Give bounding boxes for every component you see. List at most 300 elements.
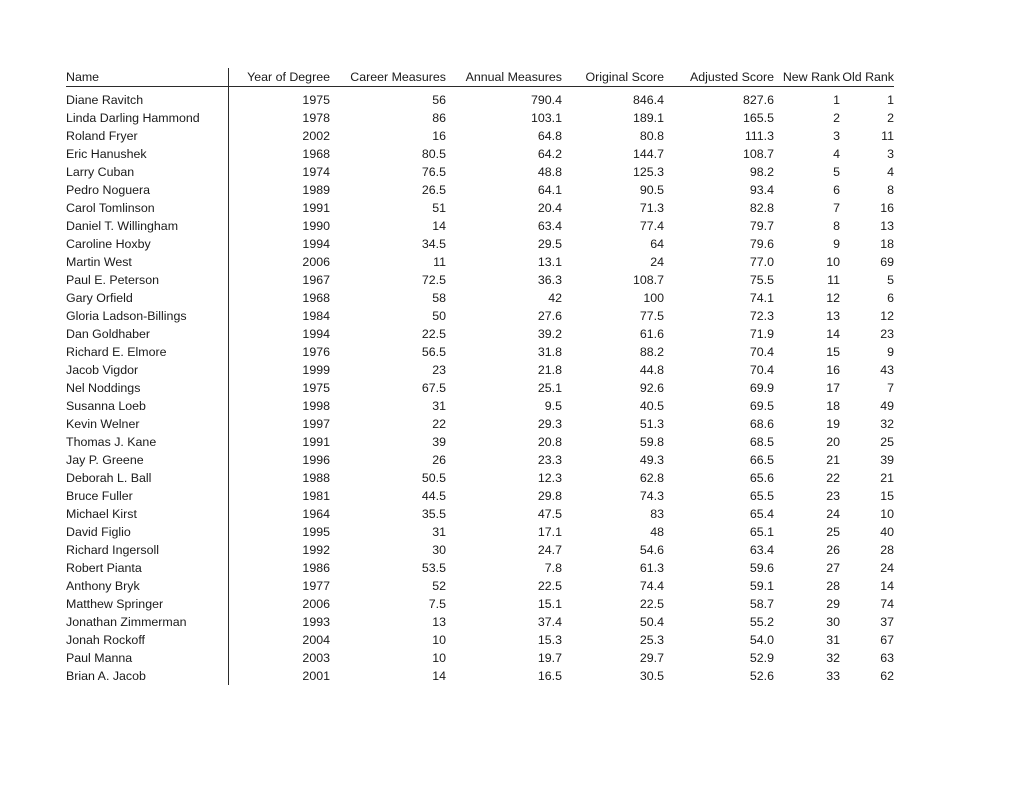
- cell-annual-measures: 37.4: [537, 615, 562, 629]
- cell-name: Paul E. Peterson: [66, 271, 228, 289]
- cell-annual-measures: 25.1: [537, 381, 562, 395]
- cell-adjusted-score: 74.1: [749, 291, 774, 305]
- cell-career-measures: 76.5: [421, 165, 446, 179]
- cell-old-rank: 21: [880, 471, 894, 485]
- cell-annual-measures: 42: [548, 291, 562, 305]
- cell-adjusted-score: 65.6: [749, 471, 774, 485]
- cell-adjusted-score: 79.7: [749, 219, 774, 233]
- cell-name: Susanna Loeb: [66, 397, 228, 415]
- cell-name: Bruce Fuller: [66, 487, 228, 505]
- cell-original-score: 51.3: [639, 417, 664, 431]
- cell-old-rank: 9: [887, 345, 894, 359]
- cell-annual-measures: 7.8: [544, 561, 562, 575]
- cell-old-rank: 24: [880, 561, 894, 575]
- cell-year-of-degree: 1994: [302, 237, 330, 251]
- cell-original-score: 64: [650, 237, 664, 251]
- cell-new-rank: 31: [826, 633, 840, 647]
- table-row: [66, 595, 894, 613]
- cell-annual-measures: 64.8: [537, 129, 562, 143]
- cell-annual-measures: 31.8: [537, 345, 562, 359]
- cell-adjusted-score: 70.4: [749, 345, 774, 359]
- column-header-old-rank: Old Rank: [840, 68, 894, 87]
- cell-annual-measures: 23.3: [537, 453, 562, 467]
- cell-old-rank: 23: [880, 327, 894, 341]
- cell-original-score: 25.3: [639, 633, 664, 647]
- cell-career-measures: 50.5: [421, 471, 446, 485]
- table-container: [66, 68, 894, 685]
- cell-annual-measures: 48.8: [537, 165, 562, 179]
- cell-year-of-degree: 1981: [302, 489, 330, 503]
- cell-old-rank: 25: [880, 435, 894, 449]
- cell-original-score: 61.6: [639, 327, 664, 341]
- cell-annual-measures: 47.5: [537, 507, 562, 521]
- cell-name: Eric Hanushek: [66, 145, 228, 163]
- cell-annual-measures: 21.8: [537, 363, 562, 377]
- cell-career-measures: 14: [432, 669, 446, 683]
- cell-annual-measures: 20.4: [537, 201, 562, 215]
- cell-name: Jacob Vigdor: [66, 361, 228, 379]
- cell-old-rank: 1: [887, 93, 894, 107]
- cell-old-rank: 28: [880, 543, 894, 557]
- cell-annual-measures: 29.5: [537, 237, 562, 251]
- cell-original-score: 50.4: [639, 615, 664, 629]
- column-header-original-score: Original Score: [562, 68, 664, 87]
- cell-original-score: 48: [650, 525, 664, 539]
- cell-annual-measures: 63.4: [537, 219, 562, 233]
- table-row: [66, 145, 894, 163]
- cell-name: Jonah Rockoff: [66, 631, 228, 649]
- cell-old-rank: 12: [880, 309, 894, 323]
- cell-original-score: 74.4: [639, 579, 664, 593]
- table-row: [66, 577, 894, 595]
- cell-annual-measures: 64.1: [537, 183, 562, 197]
- cell-original-score: 189.1: [632, 111, 664, 125]
- cell-original-score: 71.3: [639, 201, 664, 215]
- cell-new-rank: 5: [833, 165, 840, 179]
- cell-old-rank: 40: [880, 525, 894, 539]
- cell-annual-measures: 24.7: [537, 543, 562, 557]
- cell-original-score: 62.8: [639, 471, 664, 485]
- cell-career-measures: 10: [432, 651, 446, 665]
- cell-year-of-degree: 1999: [302, 363, 330, 377]
- cell-name: Gary Orfield: [66, 289, 228, 307]
- cell-career-measures: 10: [432, 633, 446, 647]
- cell-new-rank: 10: [826, 255, 840, 269]
- cell-new-rank: 20: [826, 435, 840, 449]
- cell-name: Anthony Bryk: [66, 577, 228, 595]
- table-row: [66, 649, 894, 667]
- cell-new-rank: 9: [833, 237, 840, 251]
- column-header-career-measures: Career Measures: [330, 68, 446, 87]
- cell-original-score: 40.5: [639, 399, 664, 413]
- cell-adjusted-score: 58.7: [749, 597, 774, 611]
- cell-new-rank: 6: [833, 183, 840, 197]
- cell-original-score: 88.2: [639, 345, 664, 359]
- table-row: [66, 235, 894, 253]
- cell-name: Deborah L. Ball: [66, 469, 228, 487]
- cell-adjusted-score: 69.5: [749, 399, 774, 413]
- cell-old-rank: 49: [880, 399, 894, 413]
- cell-adjusted-score: 65.5: [749, 489, 774, 503]
- table-row: [66, 325, 894, 343]
- cell-year-of-degree: 1968: [302, 291, 330, 305]
- table-row: [66, 613, 894, 631]
- cell-new-rank: 19: [826, 417, 840, 431]
- cell-year-of-degree: 1975: [302, 381, 330, 395]
- cell-original-score: 100: [643, 291, 664, 305]
- table-row: [66, 487, 894, 505]
- cell-career-measures: 35.5: [421, 507, 446, 521]
- cell-career-measures: 30: [432, 543, 446, 557]
- cell-old-rank: 11: [881, 129, 894, 143]
- cell-new-rank: 8: [833, 219, 840, 233]
- table-row: [66, 379, 894, 397]
- cell-annual-measures: 13.1: [537, 255, 562, 269]
- column-header-adjusted-score: Adjusted Score: [664, 68, 774, 87]
- cell-annual-measures: 12.3: [537, 471, 562, 485]
- cell-adjusted-score: 827.6: [742, 93, 774, 107]
- cell-year-of-degree: 2003: [302, 651, 330, 665]
- cell-year-of-degree: 1967: [302, 273, 330, 287]
- cell-career-measures: 31: [432, 525, 446, 539]
- cell-new-rank: 7: [833, 201, 840, 215]
- table-row: [66, 469, 894, 487]
- cell-adjusted-score: 93.4: [749, 183, 774, 197]
- cell-adjusted-score: 111.3: [744, 129, 774, 143]
- header-row: [66, 68, 894, 87]
- cell-adjusted-score: 79.6: [749, 237, 774, 251]
- cell-original-score: 77.5: [639, 309, 664, 323]
- table-row: [66, 289, 894, 307]
- table-row: [66, 559, 894, 577]
- cell-new-rank: 27: [826, 561, 840, 575]
- table-row: [66, 181, 894, 199]
- table-row: [66, 451, 894, 469]
- cell-year-of-degree: 1996: [302, 453, 330, 467]
- cell-career-measures: 39: [432, 435, 446, 449]
- cell-old-rank: 8: [887, 183, 894, 197]
- table-body: [66, 87, 894, 686]
- cell-adjusted-score: 52.6: [749, 669, 774, 683]
- cell-original-score: 83: [650, 507, 664, 521]
- cell-old-rank: 15: [880, 489, 894, 503]
- cell-annual-measures: 790.4: [530, 93, 562, 107]
- table-row: [66, 433, 894, 451]
- cell-career-measures: 26.5: [421, 183, 446, 197]
- cell-original-score: 61.3: [639, 561, 664, 575]
- cell-annual-measures: 29.3: [537, 417, 562, 431]
- table-row: [66, 307, 894, 325]
- cell-year-of-degree: 1998: [302, 399, 330, 413]
- cell-adjusted-score: 165.5: [742, 111, 774, 125]
- cell-old-rank: 14: [880, 579, 894, 593]
- cell-adjusted-score: 59.6: [749, 561, 774, 575]
- cell-old-rank: 6: [887, 291, 894, 305]
- cell-new-rank: 13: [826, 309, 840, 323]
- cell-adjusted-score: 108.7: [742, 147, 774, 161]
- cell-year-of-degree: 1991: [302, 435, 330, 449]
- cell-adjusted-score: 65.4: [749, 507, 774, 521]
- cell-original-score: 54.6: [639, 543, 664, 557]
- cell-new-rank: 21: [826, 453, 840, 467]
- cell-year-of-degree: 1994: [302, 327, 330, 341]
- cell-career-measures: 52: [432, 579, 446, 593]
- cell-new-rank: 12: [826, 291, 840, 305]
- cell-career-measures: 22.5: [421, 327, 446, 341]
- cell-adjusted-score: 70.4: [749, 363, 774, 377]
- cell-original-score: 144.7: [632, 147, 664, 161]
- cell-new-rank: 28: [826, 579, 840, 593]
- cell-year-of-degree: 1993: [302, 615, 330, 629]
- cell-name: David Figlio: [66, 523, 228, 541]
- table-row: [66, 163, 894, 181]
- cell-annual-measures: 36.3: [537, 273, 562, 287]
- cell-name: Gloria Ladson-Billings: [66, 307, 228, 325]
- cell-new-rank: 29: [826, 597, 840, 611]
- cell-adjusted-score: 98.2: [749, 165, 774, 179]
- table-row: [66, 397, 894, 415]
- table-row: [66, 343, 894, 361]
- cell-annual-measures: 64.2: [537, 147, 562, 161]
- cell-annual-measures: 29.8: [537, 489, 562, 503]
- cell-name: Richard E. Elmore: [66, 343, 228, 361]
- cell-career-measures: 72.5: [421, 273, 446, 287]
- cell-annual-measures: 103.1: [530, 111, 562, 125]
- cell-old-rank: 13: [880, 219, 894, 233]
- cell-career-measures: 13: [432, 615, 446, 629]
- cell-adjusted-score: 77.0: [749, 255, 774, 269]
- cell-name: Jay P. Greene: [66, 451, 228, 469]
- cell-career-measures: 7.5: [428, 597, 446, 611]
- cell-old-rank: 43: [880, 363, 894, 377]
- cell-old-rank: 2: [887, 111, 894, 125]
- cell-annual-measures: 27.6: [537, 309, 562, 323]
- cell-year-of-degree: 1984: [302, 309, 330, 323]
- cell-old-rank: 37: [880, 615, 894, 629]
- cell-old-rank: 62: [880, 669, 894, 683]
- cell-old-rank: 74: [880, 597, 894, 611]
- cell-name: Caroline Hoxby: [66, 235, 228, 253]
- cell-year-of-degree: 1992: [302, 543, 330, 557]
- cell-old-rank: 67: [880, 633, 894, 647]
- table-row: [66, 361, 894, 379]
- table-row: [66, 217, 894, 235]
- table-row: [66, 199, 894, 217]
- cell-new-rank: 11: [827, 273, 840, 287]
- cell-new-rank: 15: [826, 345, 840, 359]
- cell-name: Thomas J. Kane: [66, 433, 228, 451]
- cell-original-score: 30.5: [639, 669, 664, 683]
- cell-old-rank: 63: [880, 651, 894, 665]
- cell-year-of-degree: 2002: [302, 129, 330, 143]
- cell-name: Dan Goldhaber: [66, 325, 228, 343]
- cell-name: Richard Ingersoll: [66, 541, 228, 559]
- cell-adjusted-score: 54.0: [749, 633, 774, 647]
- cell-adjusted-score: 65.1: [749, 525, 774, 539]
- cell-career-measures: 51: [432, 201, 446, 215]
- cell-new-rank: 25: [826, 525, 840, 539]
- table-row: [66, 523, 894, 541]
- cell-career-measures: 56.5: [421, 345, 446, 359]
- cell-old-rank: 10: [880, 507, 894, 521]
- cell-new-rank: 30: [826, 615, 840, 629]
- cell-name: Pedro Noguera: [66, 181, 228, 199]
- cell-old-rank: 39: [880, 453, 894, 467]
- cell-adjusted-score: 82.8: [749, 201, 774, 215]
- cell-career-measures: 56: [432, 93, 446, 107]
- cell-career-measures: 53.5: [421, 561, 446, 575]
- cell-old-rank: 4: [887, 165, 894, 179]
- cell-year-of-degree: 1991: [302, 201, 330, 215]
- table-row: [66, 505, 894, 523]
- cell-career-measures: 86: [432, 111, 446, 125]
- cell-new-rank: 23: [826, 489, 840, 503]
- cell-new-rank: 26: [826, 543, 840, 557]
- cell-career-measures: 26: [432, 453, 446, 467]
- cell-year-of-degree: 1977: [302, 579, 330, 593]
- cell-new-rank: 2: [833, 111, 840, 125]
- cell-year-of-degree: 1989: [302, 183, 330, 197]
- cell-career-measures: 50: [432, 309, 446, 323]
- cell-adjusted-score: 68.6: [749, 417, 774, 431]
- cell-old-rank: 32: [880, 417, 894, 431]
- cell-original-score: 846.4: [632, 93, 664, 107]
- cell-career-measures: 80.5: [421, 147, 446, 161]
- cell-new-rank: 16: [826, 363, 840, 377]
- cell-new-rank: 32: [826, 651, 840, 665]
- cell-career-measures: 31: [432, 399, 446, 413]
- cell-new-rank: 14: [826, 327, 840, 341]
- cell-name: Jonathan Zimmerman: [66, 613, 228, 631]
- cell-name: Martin West: [66, 253, 228, 271]
- cell-original-score: 92.6: [639, 381, 664, 395]
- column-header-year-of-degree: Year of Degree: [228, 68, 330, 87]
- cell-name: Diane Ravitch: [66, 87, 228, 110]
- cell-name: Robert Pianta: [66, 559, 228, 577]
- cell-new-rank: 3: [833, 129, 840, 143]
- cell-year-of-degree: 1974: [302, 165, 330, 179]
- cell-year-of-degree: 1968: [302, 147, 330, 161]
- cell-name: Kevin Welner: [66, 415, 228, 433]
- cell-year-of-degree: 1978: [302, 111, 330, 125]
- cell-name: Daniel T. Willingham: [66, 217, 228, 235]
- cell-career-measures: 23: [432, 363, 446, 377]
- cell-original-score: 49.3: [639, 453, 664, 467]
- cell-new-rank: 4: [833, 147, 840, 161]
- cell-career-measures: 22: [432, 417, 446, 431]
- cell-original-score: 22.5: [639, 597, 664, 611]
- cell-original-score: 108.7: [632, 273, 664, 287]
- table-row: [66, 253, 894, 271]
- cell-year-of-degree: 1964: [302, 507, 330, 521]
- cell-annual-measures: 9.5: [544, 399, 562, 413]
- cell-career-measures: 44.5: [421, 489, 446, 503]
- cell-career-measures: 34.5: [421, 237, 446, 251]
- cell-adjusted-score: 52.9: [749, 651, 774, 665]
- cell-old-rank: 69: [880, 255, 894, 269]
- cell-original-score: 24: [650, 255, 664, 269]
- column-header-name: Name: [66, 68, 228, 87]
- cell-old-rank: 5: [887, 273, 894, 287]
- cell-year-of-degree: 1995: [302, 525, 330, 539]
- cell-annual-measures: 39.2: [537, 327, 562, 341]
- cell-year-of-degree: 2004: [302, 633, 330, 647]
- cell-career-measures: 67.5: [421, 381, 446, 395]
- cell-adjusted-score: 72.3: [749, 309, 774, 323]
- cell-new-rank: 24: [826, 507, 840, 521]
- cell-annual-measures: 19.7: [537, 651, 562, 665]
- cell-year-of-degree: 1975: [302, 93, 330, 107]
- cell-new-rank: 18: [826, 399, 840, 413]
- cell-adjusted-score: 66.5: [749, 453, 774, 467]
- cell-original-score: 59.8: [639, 435, 664, 449]
- education-scholar-rankings-table: [66, 68, 894, 685]
- cell-old-rank: 18: [880, 237, 894, 251]
- cell-career-measures: 16: [432, 129, 446, 143]
- cell-adjusted-score: 63.4: [749, 543, 774, 557]
- cell-year-of-degree: 1990: [302, 219, 330, 233]
- cell-adjusted-score: 59.1: [749, 579, 774, 593]
- cell-old-rank: 3: [887, 147, 894, 161]
- cell-annual-measures: 15.3: [537, 633, 562, 647]
- table-row: [66, 667, 894, 685]
- cell-career-measures: 14: [432, 219, 446, 233]
- cell-adjusted-score: 68.5: [749, 435, 774, 449]
- cell-annual-measures: 16.5: [537, 669, 562, 683]
- table-row: [66, 109, 894, 127]
- table-row: [66, 271, 894, 289]
- cell-original-score: 77.4: [639, 219, 664, 233]
- cell-year-of-degree: 2006: [302, 255, 330, 269]
- cell-name: Michael Kirst: [66, 505, 228, 523]
- cell-name: Matthew Springer: [66, 595, 228, 613]
- cell-year-of-degree: 2001: [302, 669, 330, 683]
- cell-name: Nel Noddings: [66, 379, 228, 397]
- cell-original-score: 29.7: [639, 651, 664, 665]
- table-row: [66, 87, 894, 110]
- table-row: [66, 631, 894, 649]
- cell-name: Linda Darling Hammond: [66, 109, 228, 127]
- cell-annual-measures: 22.5: [537, 579, 562, 593]
- table-header: [66, 68, 894, 87]
- cell-year-of-degree: 2006: [302, 597, 330, 611]
- cell-original-score: 90.5: [639, 183, 664, 197]
- cell-adjusted-score: 55.2: [749, 615, 774, 629]
- cell-name: Carol Tomlinson: [66, 199, 228, 217]
- cell-name: Brian A. Jacob: [66, 667, 228, 685]
- cell-career-measures: 11: [433, 255, 446, 269]
- cell-year-of-degree: 1988: [302, 471, 330, 485]
- column-header-new-rank: New Rank: [774, 68, 840, 87]
- cell-adjusted-score: 69.9: [749, 381, 774, 395]
- cell-original-score: 125.3: [632, 165, 664, 179]
- cell-new-rank: 17: [826, 381, 840, 395]
- cell-adjusted-score: 71.9: [749, 327, 774, 341]
- cell-career-measures: 58: [432, 291, 446, 305]
- cell-new-rank: 22: [826, 471, 840, 485]
- table-row: [66, 127, 894, 145]
- cell-old-rank: 16: [880, 201, 894, 215]
- cell-adjusted-score: 75.5: [749, 273, 774, 287]
- table-row: [66, 541, 894, 559]
- cell-original-score: 80.8: [639, 129, 664, 143]
- table-row: [66, 415, 894, 433]
- cell-original-score: 74.3: [639, 489, 664, 503]
- cell-annual-measures: 15.1: [537, 597, 562, 611]
- cell-old-rank: 7: [887, 381, 894, 395]
- cell-original-score: 44.8: [639, 363, 664, 377]
- cell-year-of-degree: 1997: [302, 417, 330, 431]
